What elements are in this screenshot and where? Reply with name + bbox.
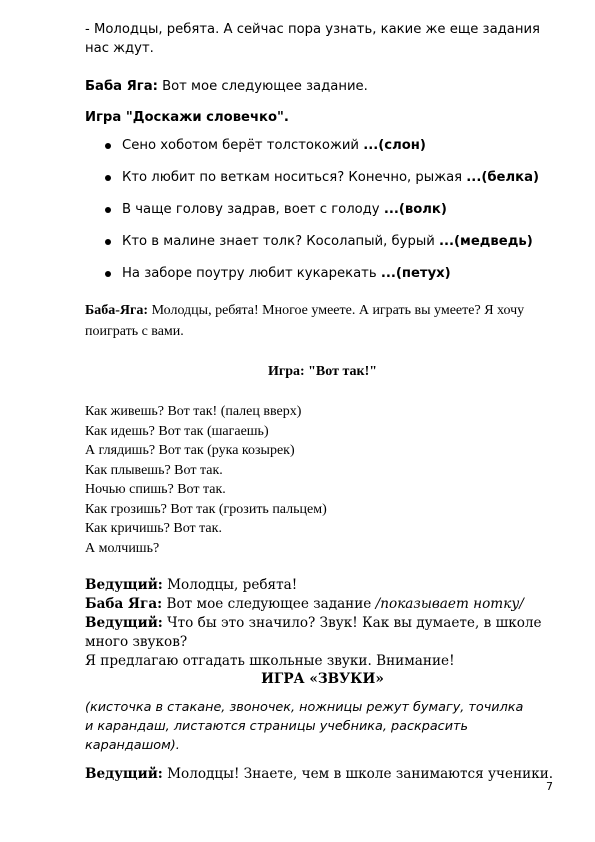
list-item: Как живешь? Вот так! (палец вверх)	[85, 404, 302, 419]
game3-title	[85, 670, 560, 689]
riddle-list	[100, 136, 539, 296]
speaker-label: Баба Яга:	[85, 596, 163, 612]
line-text: Вот мое следующее задание.	[157, 79, 368, 94]
riddle-text: На заборе поутру любит кукарекать	[122, 266, 381, 281]
list-item: А молчишь?	[85, 540, 160, 556]
list-item: Как грозишь? Вот так (грозить пальцем)	[85, 501, 327, 517]
list-item: Ночью спишь? Вот так.	[85, 482, 226, 497]
host-line-1	[85, 576, 560, 595]
riddle-text: Сено хоботом берёт толстокожий	[122, 138, 364, 153]
speaker-label: Ведущий:	[85, 577, 163, 593]
baba-yaga-line-2	[85, 300, 560, 342]
intro-paragraph: - Молодцы, ребята. А сейчас пора узнать, какие же еще задания нас ждут.	[85, 22, 540, 56]
line-text: Что бы это значило? Звук! Как вы думаете, в школе много звуков?	[85, 615, 542, 650]
riddle-answer: ...(петух)	[380, 266, 451, 281]
bullet-icon	[105, 239, 111, 245]
list-item	[100, 232, 539, 264]
list-item	[100, 264, 539, 296]
list-item	[100, 168, 539, 200]
list-item: А глядишь? Вот так (рука козырек)	[85, 443, 295, 458]
list-item: Как плывешь? Вот так.	[85, 462, 223, 478]
game2-title-text: Игра: "Вот так!"	[267, 364, 378, 379]
riddle-text: Кто в малине знает толк? Косолапый, бурый	[122, 234, 439, 249]
game2-title	[85, 362, 560, 381]
riddle-answer: ...(слон)	[363, 138, 426, 153]
list-item: Как идешь? Вот так (шагаешь)	[85, 423, 269, 439]
list-item	[100, 136, 539, 168]
riddle-text: В чаще голову задрав, воет с голоду	[122, 202, 384, 217]
speaker-label: Ведущий:	[85, 615, 163, 631]
sounds-list: (кисточка в стакане, звоночек, ножницы режут бумагу, точилка и карандаш, листаются страницы учебника, раскрасить карандашом).	[85, 700, 524, 753]
bullet-icon	[105, 143, 111, 149]
host-line-2	[85, 614, 560, 652]
bullet-icon	[105, 271, 111, 277]
baba-yaga-line-1	[85, 77, 560, 96]
host-line-3	[85, 765, 560, 784]
game2-lines	[85, 402, 327, 558]
speaker-label: Ведущий:	[85, 766, 163, 782]
page-number: 7	[546, 780, 553, 793]
riddle-answer: ...(медведь)	[439, 234, 533, 249]
speaker-label: Баба-Яга:	[85, 303, 149, 318]
stage-direction: /показывает нотку/	[375, 596, 524, 612]
line-text: Молодцы, ребята!	[162, 577, 298, 593]
riddle-text: Кто любит по веткам носиться? Конечно, рыжая	[122, 170, 467, 185]
baba-yaga-line-3	[85, 595, 560, 614]
bullet-icon	[105, 175, 111, 181]
list-item: Как кричишь? Вот так.	[85, 521, 222, 536]
speaker-label: Баба Яга:	[85, 79, 158, 94]
line-text: Молодцы! Знаете, чем в школе занимаются ученики.	[162, 766, 554, 782]
riddle-answer: ...(белка)	[466, 170, 540, 185]
game3-title-text: ИГРА «ЗВУКИ»	[261, 671, 384, 687]
line-text: Молодцы, ребята! Многое умеете. А играть вы умеете? Я хочу поиграть с вами.	[85, 303, 525, 339]
riddle-answer: ...(волк)	[383, 202, 447, 217]
list-item	[100, 200, 539, 232]
host-line-2-continued: Я предлагаю отгадать школьные звуки. Внимание!	[85, 653, 455, 669]
game1-title	[85, 108, 560, 127]
line-text: Вот мое следующее задание	[162, 596, 376, 612]
game1-title-text: Игра "Доскажи словечко".	[85, 110, 289, 125]
bullet-icon	[105, 207, 111, 213]
